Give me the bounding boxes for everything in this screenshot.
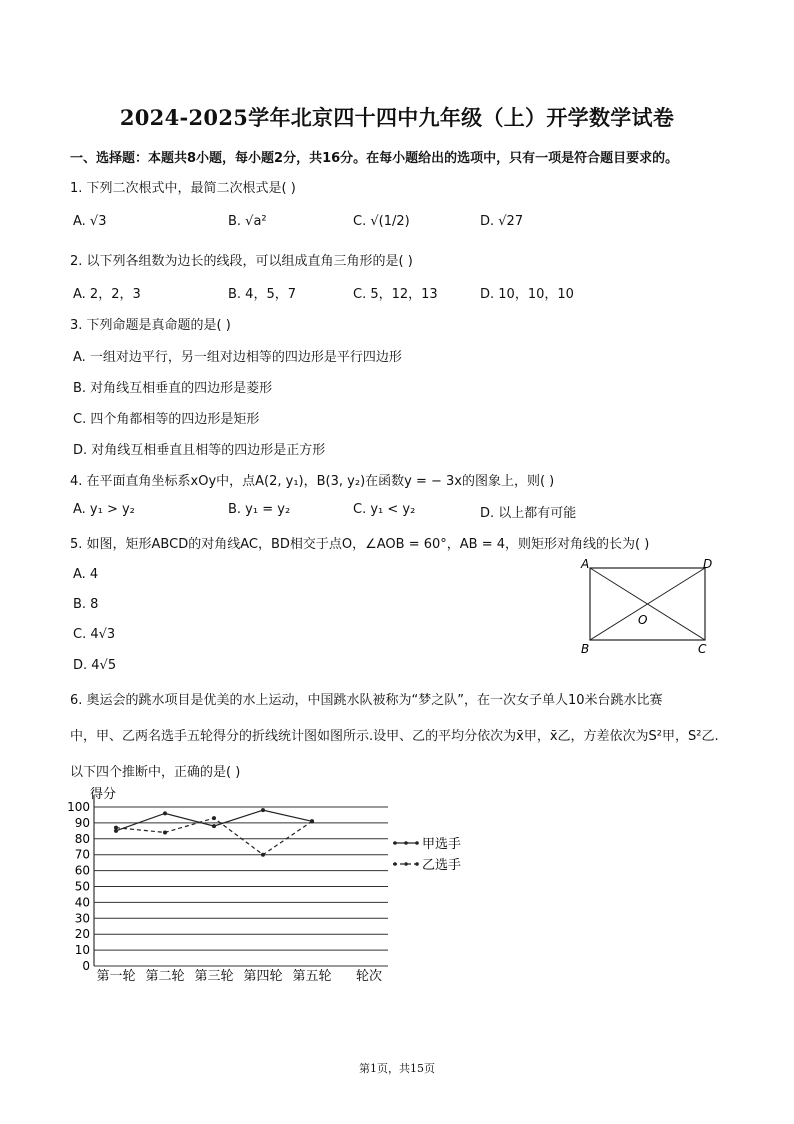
q4-option-b[interactable]: B. y₁ = y₂: [228, 502, 291, 517]
y-tick-label: 20: [74, 927, 90, 942]
q3-option-a[interactable]: A. 一组对边平行，另一组对边相等的四边形是平行四边形: [73, 350, 402, 365]
q4-option-c[interactable]: C. y₁ < y₂: [353, 502, 416, 517]
q2-option-c[interactable]: C. 5，12，13: [353, 287, 438, 302]
vertex-label-a: A: [581, 557, 590, 571]
question-6-stem-line3: 以下四个推断中，正确的是( ): [70, 765, 241, 780]
legend-marker: [393, 841, 397, 845]
section-heading: 一、选择题：本题共8小题，每小题2分，共16分。在每小题给出的选项中，只有一项是符合题目要求的。: [70, 151, 679, 166]
chart-x-categories: [96, 968, 331, 984]
q1-option-c[interactable]: [353, 214, 410, 229]
y-tick-label: 80: [74, 831, 90, 846]
legend-label: 甲选手: [422, 837, 462, 852]
q3-option-c[interactable]: C. 四个角都相等的四边形是矩形: [73, 412, 260, 427]
y-tick-label: 10: [74, 943, 90, 958]
q1-option-a-text: A. √3: [73, 214, 107, 229]
legend-label: 乙选手: [422, 858, 462, 873]
chart-y-axis-label: 得分: [90, 787, 117, 802]
y-tick-label: 0: [82, 959, 90, 973]
series-point: [114, 826, 118, 830]
x-category-label: 第四轮: [243, 969, 283, 984]
y-tick-label: 30: [74, 911, 90, 926]
x-category-label: 第三轮: [194, 969, 234, 984]
y-tick-label: 70: [74, 847, 90, 862]
chart-legend: [393, 836, 461, 873]
q2-option-d[interactable]: D. 10，10，10: [480, 287, 574, 302]
rectangle-figure: [575, 556, 725, 660]
legend-marker: [415, 862, 419, 866]
chart-series: [114, 808, 314, 857]
y-tick-label: 60: [74, 863, 90, 878]
question-1-stem: 1. 下列二次根式中，最简二次根式是( ): [70, 181, 296, 196]
q5-option-c[interactable]: C. 4√3: [73, 627, 116, 642]
q1-option-a[interactable]: [73, 214, 106, 229]
question-4-stem: 4. 在平面直角坐标系xOy中，点A(2, y₁)，B(3, y₂)在函数y = − 3x的图象上，则( ): [70, 474, 555, 489]
question-3-stem: 3. 下列命题是真命题的是( ): [70, 318, 231, 333]
series-point: [261, 808, 265, 812]
vertex-label-d: D: [703, 557, 713, 571]
page-footer: 第1页，共15页: [359, 1062, 435, 1075]
chart-grid: [94, 795, 388, 966]
x-category-label: 第一轮: [96, 969, 136, 984]
q1-option-d-text: D. √27: [480, 214, 524, 229]
q3-option-b[interactable]: B. 对角线互相垂直的四边形是菱形: [73, 381, 273, 396]
series-point: [163, 811, 167, 815]
q1-option-c-text: C. √(1/2): [353, 214, 410, 229]
score-line-chart: [60, 780, 490, 992]
series-line-2: [116, 818, 312, 855]
q2-option-b[interactable]: B. 4，5，7: [228, 287, 296, 302]
q2-option-a[interactable]: A. 2，2，3: [73, 287, 141, 302]
chart-y-ticks: [67, 800, 90, 973]
y-tick-label: 40: [74, 895, 90, 910]
y-tick-label: 50: [74, 879, 90, 894]
q4-option-d[interactable]: D. 以上都有可能: [480, 506, 577, 521]
x-category-label: 第五轮: [292, 969, 332, 984]
y-tick-label: 100: [67, 800, 90, 814]
series-point: [212, 816, 216, 820]
q5-option-b[interactable]: B. 8: [73, 597, 99, 612]
q4-option-a[interactable]: A. y₁ > y₂: [73, 502, 135, 517]
page-title: 2024-2025学年北京四十四中九年级（上）开学数学试卷: [119, 105, 675, 130]
question-5-stem: 5. 如图，矩形ABCD的对角线AC，BD相交于点O，∠AOB = 60°，AB = 4，则矩形对角线的长为( ): [70, 537, 650, 552]
vertex-label-c: C: [698, 642, 707, 656]
x-category-label: 第二轮: [145, 969, 185, 984]
legend-marker: [404, 841, 408, 845]
q5-option-a[interactable]: A. 4: [73, 567, 99, 582]
vertex-label-b: B: [581, 642, 590, 656]
series-point: [163, 830, 167, 834]
q3-option-d[interactable]: D. 对角线互相垂直且相等的四边形是正方形: [73, 443, 326, 458]
chart-x-axis-label: 轮次: [356, 969, 383, 984]
question-2-stem: 2. 以下列各组数为边长的线段，可以组成直角三角形的是( ): [70, 254, 413, 269]
q5-option-d[interactable]: D. 4√5: [73, 658, 117, 673]
y-tick-label: 90: [74, 815, 90, 830]
q1-option-d[interactable]: [480, 214, 523, 229]
legend-marker: [393, 862, 397, 866]
q1-option-b-text: B. √a²: [228, 214, 267, 229]
q1-option-b[interactable]: [228, 214, 267, 229]
legend-marker: [404, 862, 408, 866]
center-label-o: O: [638, 613, 648, 627]
series-point: [212, 824, 216, 828]
question-6-stem-line2: 中，甲、乙两名选手五轮得分的折线统计图如图所示.设甲、乙的平均分依次为x̄甲，x̄乙，方差依次为S²甲，S²乙.: [70, 729, 719, 744]
series-point: [310, 819, 314, 823]
legend-marker: [415, 841, 419, 845]
question-6-stem-line1: 6. 奥运会的跳水项目是优美的水上运动，中国跳水队被称为“梦之队”，在一次女子单人10米台跳水比赛: [70, 693, 663, 708]
series-point: [261, 853, 265, 857]
